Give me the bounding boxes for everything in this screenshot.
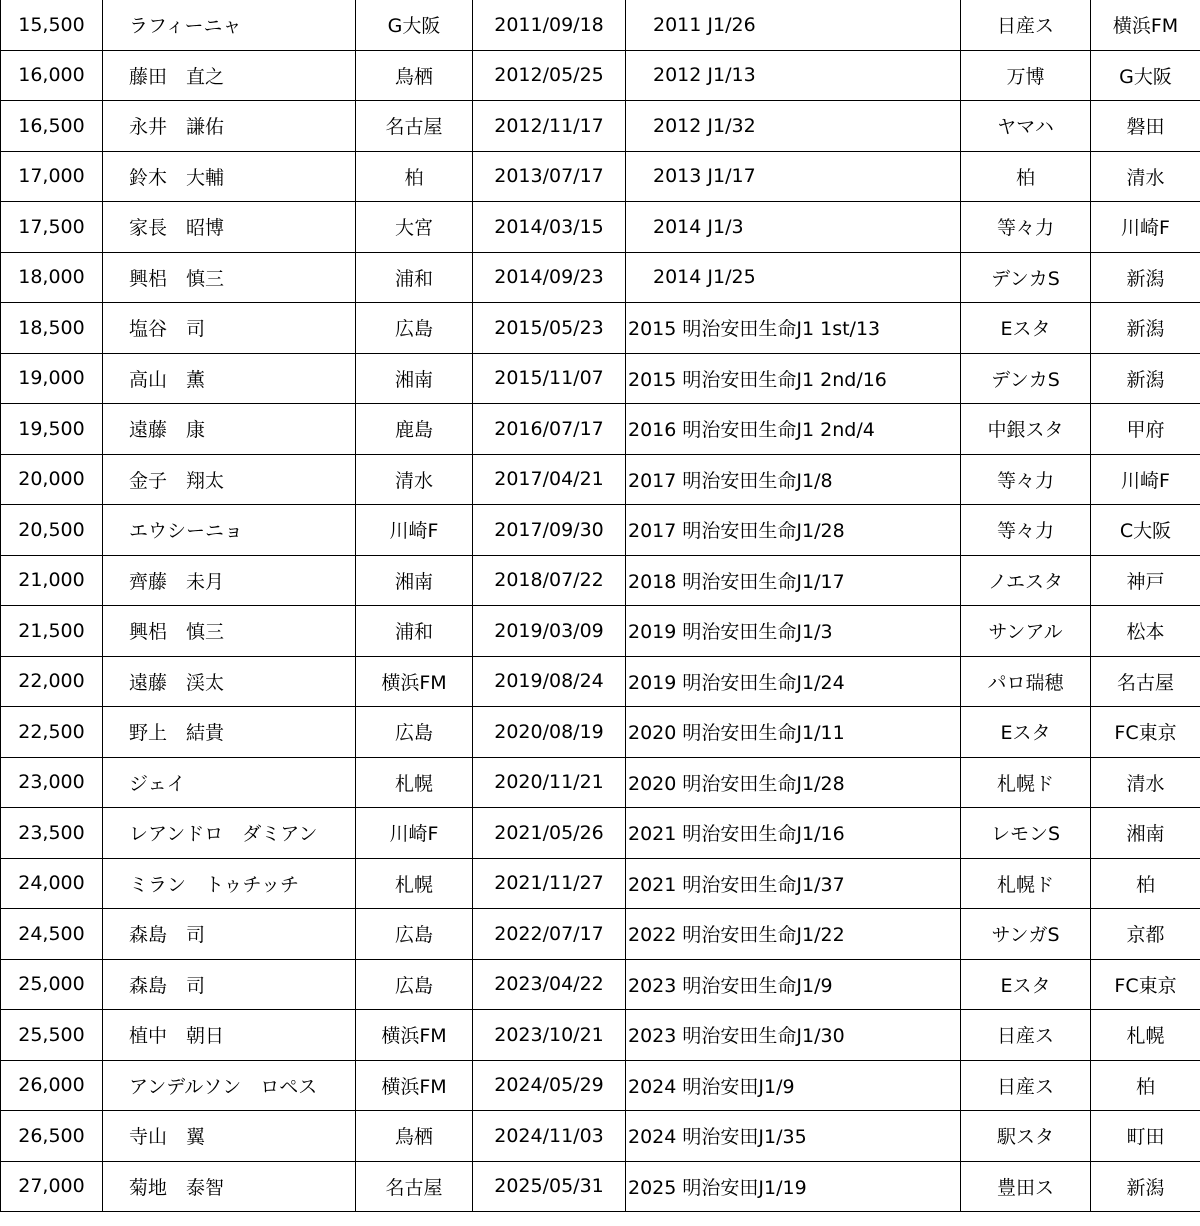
table-row	[1, 656, 1200, 707]
player-name-cell: 遠藤 康	[103, 404, 356, 455]
player-name-cell: ラフィーニャ	[103, 0, 356, 50]
player-name-cell: 金子 翔太	[103, 454, 356, 505]
club-cell: 浦和	[356, 606, 473, 657]
date-cell: 2014/03/15	[473, 202, 626, 253]
date-cell: 2021/05/26	[473, 808, 626, 859]
club-cell: 川崎F	[356, 808, 473, 859]
stadium-cell: サンガS	[961, 909, 1091, 960]
date-cell: 2020/11/21	[473, 757, 626, 808]
table-row	[1, 0, 1200, 50]
goal-number-cell: 15,500	[1, 0, 103, 50]
stadium-cell: サンアル	[961, 606, 1091, 657]
date-cell: 2021/11/27	[473, 858, 626, 909]
stadium-cell: 日産ス	[961, 1010, 1091, 1061]
date-cell: 2015/05/23	[473, 303, 626, 354]
club-cell: 鳥栖	[356, 50, 473, 101]
player-name-cell: 森島 司	[103, 909, 356, 960]
player-name-cell: ミラン トゥチッチ	[103, 858, 356, 909]
stadium-cell: パロ瑞穂	[961, 656, 1091, 707]
date-cell: 2011/09/18	[473, 0, 626, 50]
stadium-cell: ノエスタ	[961, 555, 1091, 606]
player-name-cell: 塩谷 司	[103, 303, 356, 354]
goal-number-cell: 24,000	[1, 858, 103, 909]
player-name-cell: 永井 謙佑	[103, 101, 356, 152]
stadium-cell: ヤマハ	[961, 101, 1091, 152]
stadium-cell: 札幌ド	[961, 757, 1091, 808]
club-cell: 大宮	[356, 202, 473, 253]
club-cell: 広島	[356, 959, 473, 1010]
table-body	[1, 0, 1200, 1212]
table-row	[1, 252, 1200, 303]
match-cell: 2012 J1/32	[626, 101, 961, 152]
table-row	[1, 454, 1200, 505]
club-cell: 鳥栖	[356, 1111, 473, 1162]
match-cell: 2021 明治安田生命J1/37	[626, 858, 961, 909]
player-name-cell: ジェイ	[103, 757, 356, 808]
player-name-cell: 興梠 慎三	[103, 606, 356, 657]
player-name-cell: 寺山 翼	[103, 1111, 356, 1162]
club-cell: 名古屋	[356, 101, 473, 152]
match-cell: 2020 明治安田生命J1/28	[626, 757, 961, 808]
player-name-cell: 齊藤 未月	[103, 555, 356, 606]
match-cell: 2023 明治安田生命J1/9	[626, 959, 961, 1010]
stadium-cell: 等々力	[961, 454, 1091, 505]
club-cell: G大阪	[356, 0, 473, 50]
player-name-cell: 興梠 慎三	[103, 252, 356, 303]
match-cell: 2016 明治安田生命J1 2nd/4	[626, 404, 961, 455]
opponent-cell: 湘南	[1091, 808, 1200, 859]
club-cell: 広島	[356, 303, 473, 354]
opponent-cell: 磐田	[1091, 101, 1200, 152]
table-row	[1, 555, 1200, 606]
date-cell: 2018/07/22	[473, 555, 626, 606]
club-cell: 湘南	[356, 555, 473, 606]
club-cell: 湘南	[356, 353, 473, 404]
opponent-cell: 松本	[1091, 606, 1200, 657]
table-row	[1, 757, 1200, 808]
goal-number-cell: 23,500	[1, 808, 103, 859]
match-cell: 2014 J1/3	[626, 202, 961, 253]
opponent-cell: G大阪	[1091, 50, 1200, 101]
opponent-cell: 横浜FM	[1091, 0, 1200, 50]
table-row	[1, 1111, 1200, 1162]
table-row	[1, 151, 1200, 202]
opponent-cell: FC東京	[1091, 959, 1200, 1010]
table-row	[1, 1010, 1200, 1061]
player-name-cell: 高山 薫	[103, 353, 356, 404]
club-cell: 横浜FM	[356, 1010, 473, 1061]
date-cell: 2014/09/23	[473, 252, 626, 303]
table-row	[1, 505, 1200, 556]
table-row	[1, 50, 1200, 101]
opponent-cell: 町田	[1091, 1111, 1200, 1162]
goal-number-cell: 16,500	[1, 101, 103, 152]
match-cell: 2015 明治安田生命J1 1st/13	[626, 303, 961, 354]
player-name-cell: アンデルソン ロペス	[103, 1060, 356, 1111]
club-cell: 広島	[356, 909, 473, 960]
match-cell: 2025 明治安田J1/19	[626, 1161, 961, 1212]
club-cell: 清水	[356, 454, 473, 505]
date-cell: 2022/07/17	[473, 909, 626, 960]
goal-number-cell: 26,000	[1, 1060, 103, 1111]
club-cell: 名古屋	[356, 1161, 473, 1212]
goal-number-cell: 21,500	[1, 606, 103, 657]
table-row	[1, 808, 1200, 859]
opponent-cell: 新潟	[1091, 1161, 1200, 1212]
club-cell: 広島	[356, 707, 473, 758]
goal-number-cell: 16,000	[1, 50, 103, 101]
match-cell: 2014 J1/25	[626, 252, 961, 303]
stadium-cell: 万博	[961, 50, 1091, 101]
table-row	[1, 959, 1200, 1010]
date-cell: 2025/05/31	[473, 1161, 626, 1212]
goal-number-cell: 25,000	[1, 959, 103, 1010]
opponent-cell: 新潟	[1091, 353, 1200, 404]
opponent-cell: 川崎F	[1091, 454, 1200, 505]
date-cell: 2023/10/21	[473, 1010, 626, 1061]
goal-number-cell: 22,500	[1, 707, 103, 758]
opponent-cell: 清水	[1091, 151, 1200, 202]
match-cell: 2024 明治安田J1/35	[626, 1111, 961, 1162]
stadium-cell: 駅スタ	[961, 1111, 1091, 1162]
player-name-cell: 森島 司	[103, 959, 356, 1010]
date-cell: 2024/11/03	[473, 1111, 626, 1162]
stadium-cell: 等々力	[961, 202, 1091, 253]
stadium-cell: 札幌ド	[961, 858, 1091, 909]
date-cell: 2012/11/17	[473, 101, 626, 152]
club-cell: 札幌	[356, 858, 473, 909]
date-cell: 2017/09/30	[473, 505, 626, 556]
date-cell: 2023/04/22	[473, 959, 626, 1010]
club-cell: 鹿島	[356, 404, 473, 455]
match-cell: 2019 明治安田生命J1/24	[626, 656, 961, 707]
player-name-cell: 植中 朝日	[103, 1010, 356, 1061]
table-row	[1, 353, 1200, 404]
date-cell: 2017/04/21	[473, 454, 626, 505]
date-cell: 2019/08/24	[473, 656, 626, 707]
match-cell: 2017 明治安田生命J1/28	[626, 505, 961, 556]
stadium-cell: 豊田ス	[961, 1161, 1091, 1212]
date-cell: 2019/03/09	[473, 606, 626, 657]
table-row	[1, 606, 1200, 657]
match-cell: 2021 明治安田生命J1/16	[626, 808, 961, 859]
club-cell: 札幌	[356, 757, 473, 808]
stadium-cell: レモンS	[961, 808, 1091, 859]
opponent-cell: 新潟	[1091, 252, 1200, 303]
opponent-cell: 柏	[1091, 1060, 1200, 1111]
stadium-cell: 中銀スタ	[961, 404, 1091, 455]
opponent-cell: FC東京	[1091, 707, 1200, 758]
match-cell: 2019 明治安田生命J1/3	[626, 606, 961, 657]
opponent-cell: 新潟	[1091, 303, 1200, 354]
stadium-cell: デンカS	[961, 353, 1091, 404]
match-cell: 2012 J1/13	[626, 50, 961, 101]
date-cell: 2024/05/29	[473, 1060, 626, 1111]
goal-number-cell: 20,500	[1, 505, 103, 556]
player-name-cell: 遠藤 渓太	[103, 656, 356, 707]
goal-number-cell: 22,000	[1, 656, 103, 707]
player-name-cell: 菊地 泰智	[103, 1161, 356, 1212]
match-cell: 2011 J1/26	[626, 0, 961, 50]
player-name-cell: 野上 結貴	[103, 707, 356, 758]
player-name-cell: レアンドロ ダミアン	[103, 808, 356, 859]
player-name-cell: 鈴木 大輔	[103, 151, 356, 202]
goal-number-cell: 26,500	[1, 1111, 103, 1162]
goal-number-cell: 27,000	[1, 1161, 103, 1212]
opponent-cell: 名古屋	[1091, 656, 1200, 707]
club-cell: 川崎F	[356, 505, 473, 556]
club-cell: 柏	[356, 151, 473, 202]
opponent-cell: C大阪	[1091, 505, 1200, 556]
match-cell: 2020 明治安田生命J1/11	[626, 707, 961, 758]
goal-number-cell: 23,000	[1, 757, 103, 808]
stadium-cell: Eスタ	[961, 959, 1091, 1010]
opponent-cell: 清水	[1091, 757, 1200, 808]
goal-number-cell: 19,000	[1, 353, 103, 404]
club-cell: 横浜FM	[356, 1060, 473, 1111]
date-cell: 2013/07/17	[473, 151, 626, 202]
table-row	[1, 858, 1200, 909]
stadium-cell: Eスタ	[961, 303, 1091, 354]
table-row	[1, 707, 1200, 758]
table-row	[1, 1161, 1200, 1212]
goal-number-cell: 20,000	[1, 454, 103, 505]
date-cell: 2020/08/19	[473, 707, 626, 758]
match-cell: 2024 明治安田J1/9	[626, 1060, 961, 1111]
goal-number-cell: 17,500	[1, 202, 103, 253]
match-cell: 2017 明治安田生命J1/8	[626, 454, 961, 505]
player-name-cell: エウシーニョ	[103, 505, 356, 556]
match-cell: 2013 J1/17	[626, 151, 961, 202]
table-row	[1, 303, 1200, 354]
club-cell: 浦和	[356, 252, 473, 303]
match-cell: 2018 明治安田生命J1/17	[626, 555, 961, 606]
match-cell: 2022 明治安田生命J1/22	[626, 909, 961, 960]
stadium-cell: 等々力	[961, 505, 1091, 556]
table-row	[1, 1060, 1200, 1111]
match-cell: 2015 明治安田生命J1 2nd/16	[626, 353, 961, 404]
goal-number-cell: 24,500	[1, 909, 103, 960]
stadium-cell: 柏	[961, 151, 1091, 202]
stadium-cell: Eスタ	[961, 707, 1091, 758]
opponent-cell: 京都	[1091, 909, 1200, 960]
stadium-cell: デンカS	[961, 252, 1091, 303]
opponent-cell: 神戸	[1091, 555, 1200, 606]
date-cell: 2015/11/07	[473, 353, 626, 404]
goal-number-cell: 18,000	[1, 252, 103, 303]
goal-number-cell: 25,500	[1, 1010, 103, 1061]
player-name-cell: 家長 昭博	[103, 202, 356, 253]
opponent-cell: 柏	[1091, 858, 1200, 909]
opponent-cell: 札幌	[1091, 1010, 1200, 1061]
opponent-cell: 川崎F	[1091, 202, 1200, 253]
stadium-cell: 日産ス	[961, 0, 1091, 50]
club-cell: 横浜FM	[356, 656, 473, 707]
goal-number-cell: 17,000	[1, 151, 103, 202]
match-cell: 2023 明治安田生命J1/30	[626, 1010, 961, 1061]
goal-number-cell: 21,000	[1, 555, 103, 606]
table-row	[1, 404, 1200, 455]
table-row	[1, 202, 1200, 253]
goal-number-cell: 19,500	[1, 404, 103, 455]
player-name-cell: 藤田 直之	[103, 50, 356, 101]
opponent-cell: 甲府	[1091, 404, 1200, 455]
date-cell: 2016/07/17	[473, 404, 626, 455]
table-row	[1, 101, 1200, 152]
stadium-cell: 日産ス	[961, 1060, 1091, 1111]
date-cell: 2012/05/25	[473, 50, 626, 101]
table-row	[1, 909, 1200, 960]
goal-number-cell: 18,500	[1, 303, 103, 354]
